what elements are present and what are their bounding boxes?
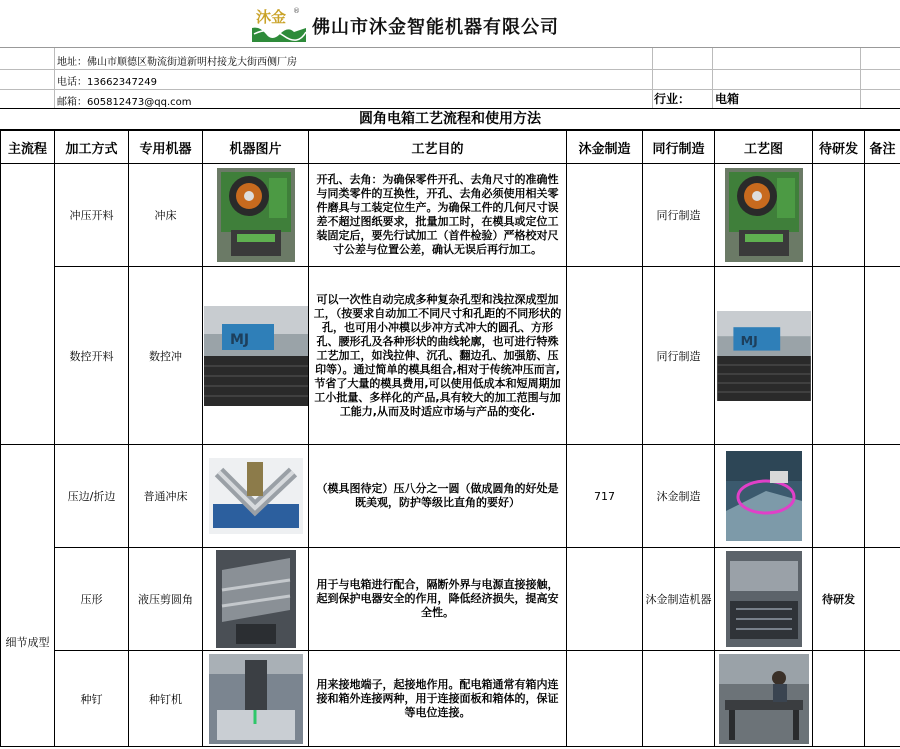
company-logo (250, 4, 308, 44)
machine-cell: 液压剪圆角 (129, 548, 203, 651)
mujin-cell: 717 (567, 445, 643, 548)
col-header: 备注 (865, 131, 900, 164)
svg-text:®: ® (293, 7, 300, 15)
cnc-punch-photo (204, 306, 308, 406)
col-header: 主流程 (1, 131, 55, 164)
industry-label: 行业： (654, 92, 691, 106)
process-picture-cell (715, 164, 813, 267)
purpose-cell: （模具图待定）压八分之一圆（做成圆角的好处是既美观，防护等级比直角的要好） (309, 445, 567, 548)
process-picture-cell (715, 267, 813, 445)
col-header: 同行制造 (643, 131, 715, 164)
sheet-title: 圆角电箱工艺流程和使用方法 (0, 108, 900, 130)
phone-row (0, 68, 900, 90)
stud-welder-photo (209, 654, 303, 744)
industry-value: 电箱 (715, 92, 740, 106)
purpose-cell: 用于与电箱进行配合，隔断外界与电源直接接触，起到保护电器安全的作用，降低经济损失，提高安全性。 (309, 548, 567, 651)
purpose-cell: 开孔、去角：为确保零件开孔、去角尺寸的准确性与同类零件的互换性，开孔、去角必须使用相关零件磨具与工装定位生产。为确保工件的几何尺寸误差不超过图纸要求，批量加工时，在模具或定位工装固定后，要先行试加工（首件检验）严格校对尺寸公差与位置公差，确认无误后再行加工。 (309, 164, 567, 267)
table-row (1, 445, 900, 548)
svg-text:沐金: 沐金 (256, 8, 287, 26)
machine-picture-cell (203, 651, 309, 747)
process-picture-cell (715, 445, 813, 548)
rounded-corner-closeup-photo (726, 451, 802, 541)
company-name: 佛山市沐金智能机器有限公司 (312, 17, 559, 38)
process-picture-cell (715, 651, 813, 747)
note-cell (865, 651, 900, 747)
col-header: 工艺图 (715, 131, 813, 164)
note-cell (865, 548, 900, 651)
rd-cell (813, 164, 865, 267)
col-header: 机器图片 (203, 131, 309, 164)
forming-machine-photo (726, 551, 802, 647)
rd-cell (813, 267, 865, 445)
svg-text:MJ: MJ (229, 331, 249, 348)
header-row (1, 131, 900, 164)
purpose-cell: 可以一次性自动完成多种复杂孔型和浅拉深成型加工，（按要求自动加工不同尺寸和孔距的不同形状的孔，也可用小冲模以步冲方式冲大的圆孔、方形孔、腰形孔及各种形状的曲线轮廓，也可进行特殊工艺加工，如浅拉伸、沉孔、翻边孔、加强筋、压印等）。通过简单的模具组合,相对于传统冲压而言,节省了大量的模具费用,可以使用低成本和短周期加工小批量、多样化的产品,具有较大的加工范围与加工能力,从而及时适应市场与产品的变化. (309, 267, 567, 445)
address-row (0, 48, 900, 70)
punch-press-photo (725, 168, 803, 262)
cnc-punch-photo (717, 311, 811, 401)
address-text: 地址：佛山市顺德区勒流街道新明村接龙大街西侧厂房 (57, 57, 297, 68)
rd-cell (813, 651, 865, 747)
phone-text: 电话：13662347249 (57, 77, 157, 88)
mujin-cell (567, 164, 643, 267)
email-text: 邮箱：605812473@qq.com (57, 97, 192, 108)
machine-cell: 冲床 (129, 164, 203, 267)
machine-picture-cell (203, 548, 309, 651)
note-cell (865, 164, 900, 267)
main-process-cell (1, 164, 55, 445)
method-cell: 数控开料 (55, 267, 129, 445)
method-cell: 压形 (55, 548, 129, 651)
machine-cell: 种钉机 (129, 651, 203, 747)
peer-cell (643, 651, 715, 747)
rd-cell (813, 445, 865, 548)
mujin-cell (567, 651, 643, 747)
col-header: 加工方式 (55, 131, 129, 164)
email-row (0, 88, 900, 108)
machine-cell: 普通冲床 (129, 445, 203, 548)
process-picture-cell (715, 548, 813, 651)
mujin-cell (567, 548, 643, 651)
purpose-cell: 用来接地端子，起接地作用。配电箱通常有箱内连接和箱外连接两种，用于连接面板和箱体的，保证等电位连接。 (309, 651, 567, 747)
col-header: 待研发 (813, 131, 865, 164)
peer-cell: 同行制造 (643, 267, 715, 445)
table-row (1, 267, 900, 445)
method-cell: 压边/折边 (55, 445, 129, 548)
machine-cell: 数控冲 (129, 267, 203, 445)
machine-picture-cell (203, 267, 309, 445)
table-row (1, 164, 900, 267)
method-cell: 种钉 (55, 651, 129, 747)
hydraulic-shear-photo (216, 550, 296, 648)
header-band (0, 0, 900, 48)
svg-text:MJ: MJ (740, 332, 758, 348)
table-row (1, 651, 900, 747)
machine-picture-cell (203, 164, 309, 267)
process-table (0, 130, 900, 747)
col-header: 专用机器 (129, 131, 203, 164)
note-cell (865, 445, 900, 548)
main-process-cell: 细节成型 (1, 445, 55, 747)
stud-welding-workshop-photo (719, 654, 809, 744)
machine-picture-cell (203, 445, 309, 548)
punch-press-photo (217, 168, 295, 262)
peer-cell: 同行制造 (643, 164, 715, 267)
peer-cell: 沐金制造机器 (643, 548, 715, 651)
col-header: 工艺目的 (309, 131, 567, 164)
peer-cell: 沐金制造 (643, 445, 715, 548)
col-header: 沐金制造 (567, 131, 643, 164)
corner-die-photo (209, 458, 303, 534)
method-cell: 冲压开料 (55, 164, 129, 267)
note-cell (865, 267, 900, 445)
rd-cell: 待研发 (813, 548, 865, 651)
mujin-cell (567, 267, 643, 445)
table-row (1, 548, 900, 651)
